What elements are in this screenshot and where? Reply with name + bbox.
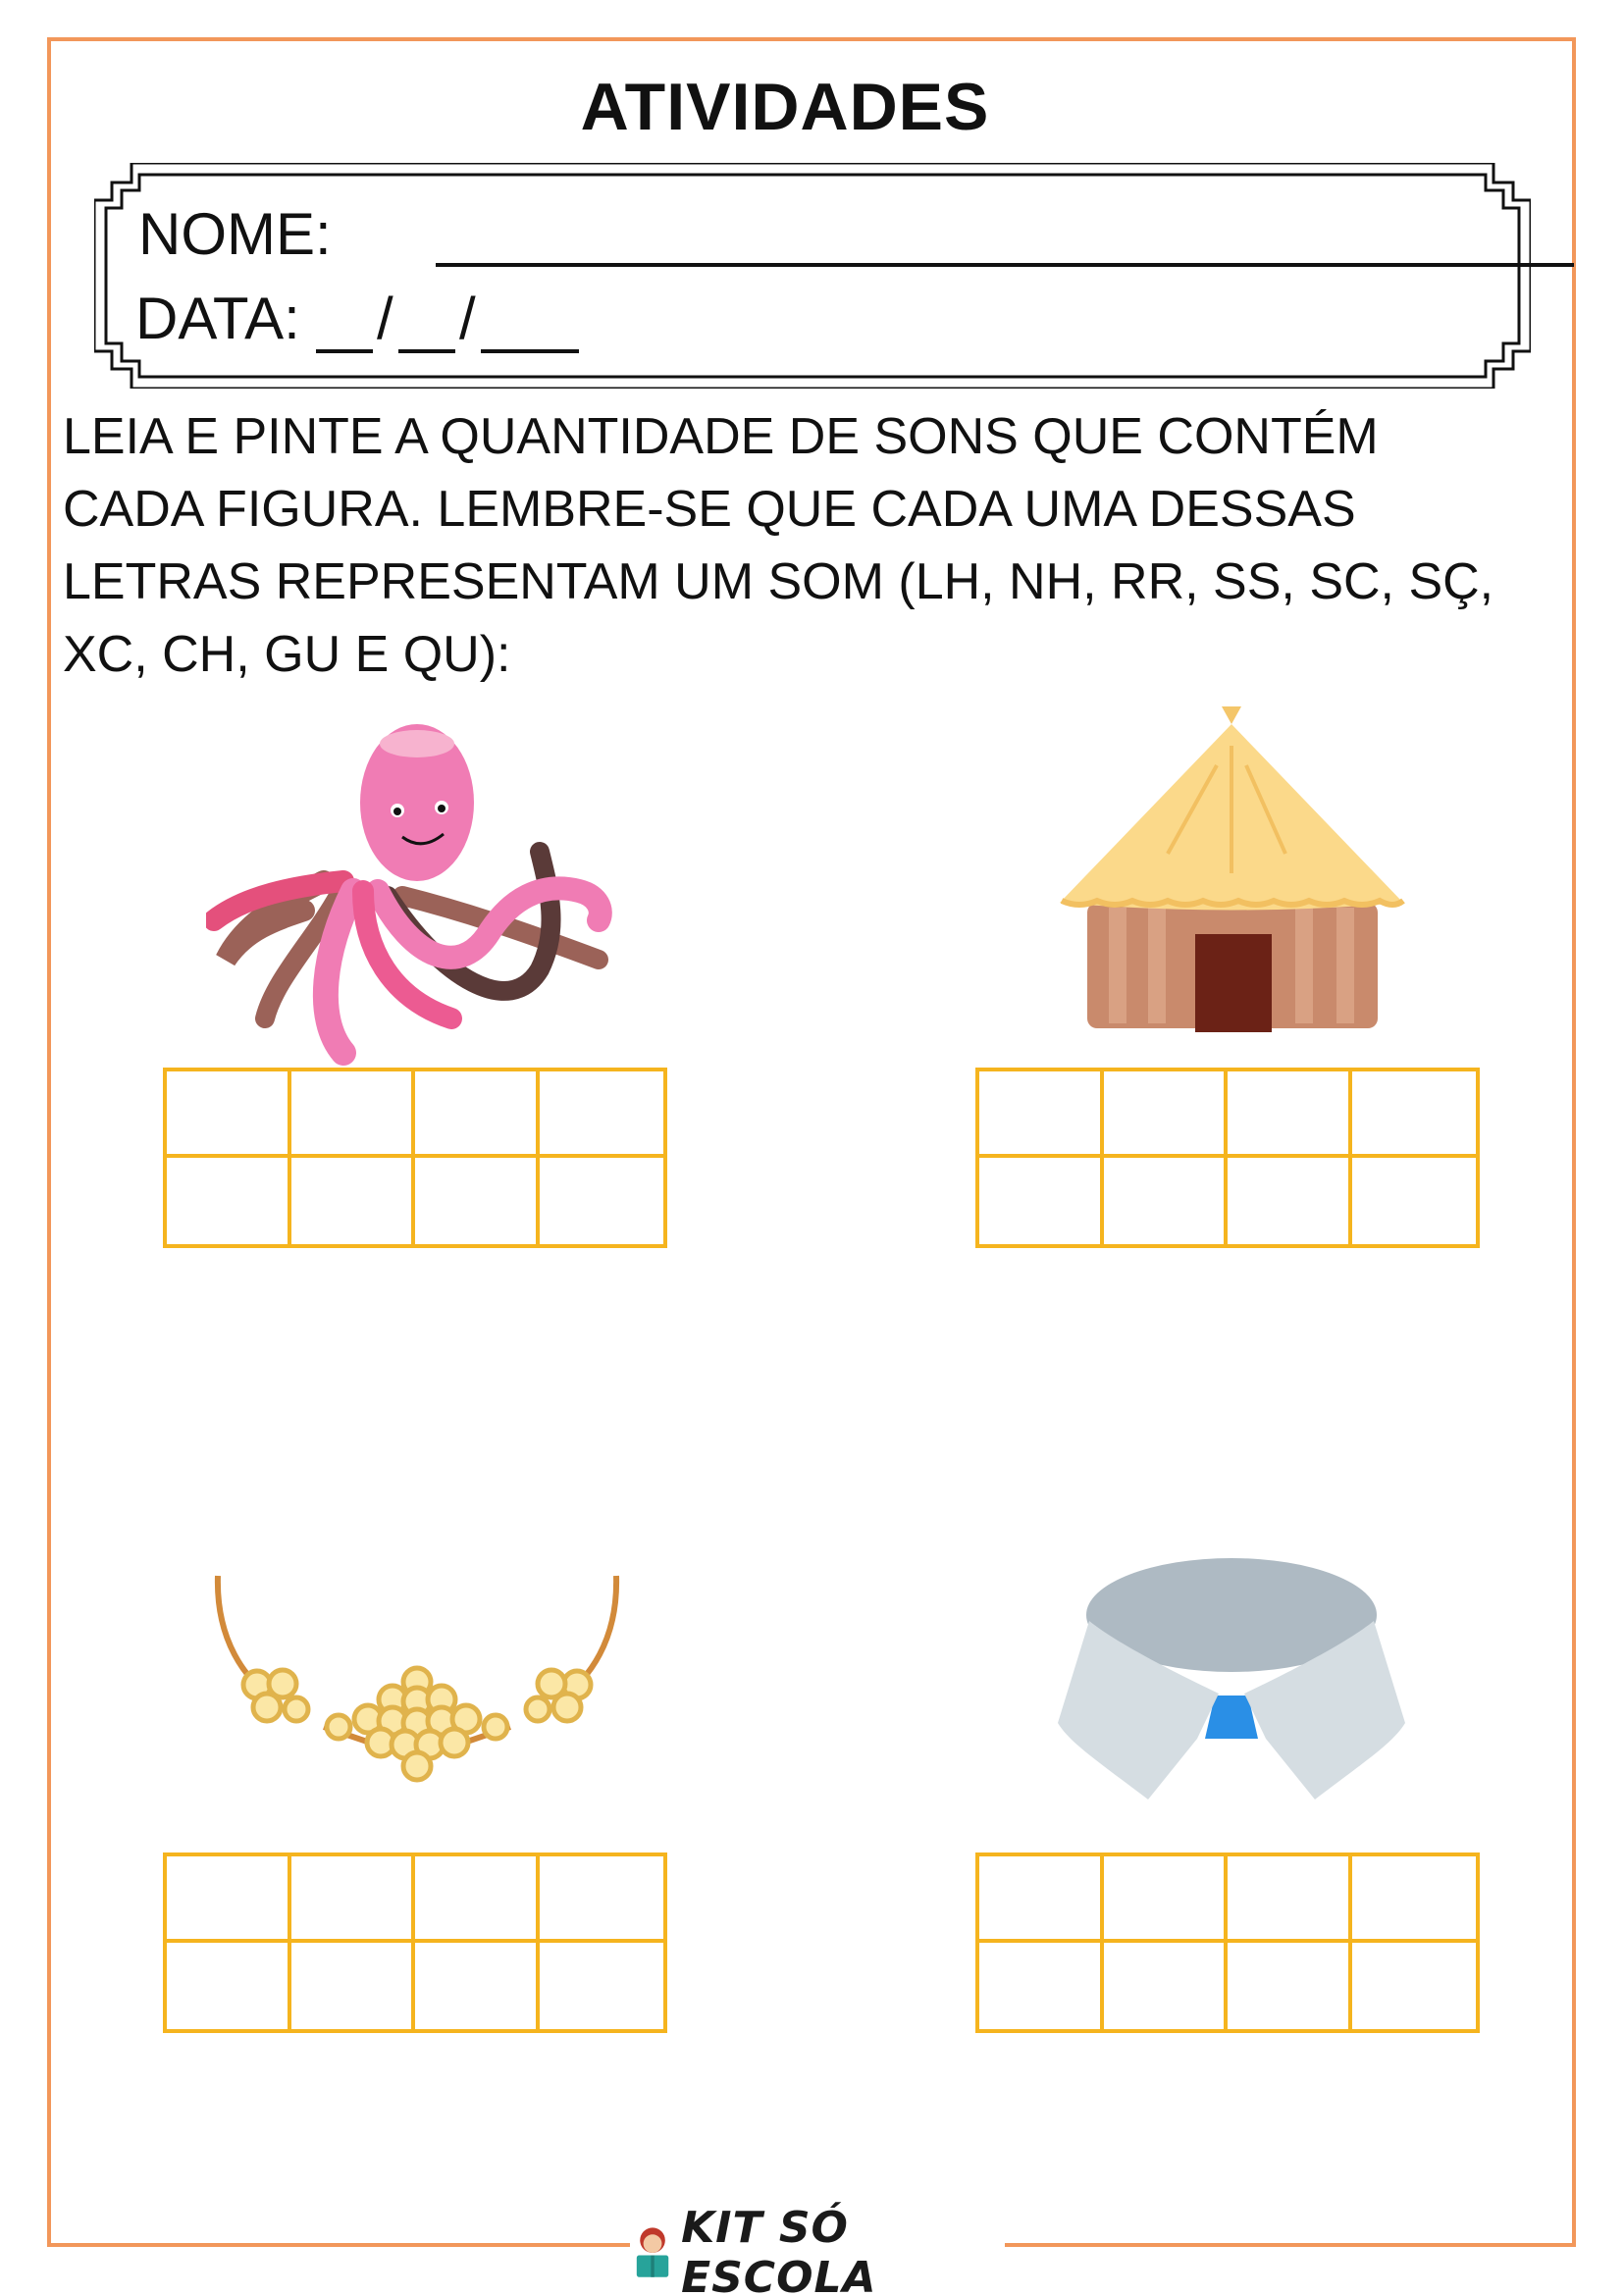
sound-box[interactable]	[1228, 1943, 1352, 2029]
sound-boxes-necklace	[163, 1852, 667, 2033]
sound-box[interactable]	[415, 1071, 540, 1158]
sound-boxes-hut	[975, 1068, 1480, 1248]
sound-box[interactable]	[291, 1158, 416, 1244]
sound-box[interactable]	[1104, 1856, 1229, 1943]
sound-box[interactable]	[291, 1943, 416, 2029]
sound-box[interactable]	[540, 1856, 664, 1943]
octopus-icon	[206, 724, 628, 1068]
sound-box[interactable]	[415, 1943, 540, 2029]
sound-box[interactable]	[540, 1158, 664, 1244]
necklace-icon	[206, 1552, 628, 1807]
name-field[interactable]	[436, 263, 1574, 267]
sound-box[interactable]	[1352, 1071, 1477, 1158]
instruction-line: XC, CH, GU E QU):	[63, 626, 511, 683]
date-day-field[interactable]	[316, 349, 373, 353]
date-slash: /	[459, 286, 476, 351]
sound-box[interactable]	[540, 1071, 664, 1158]
reading-girl-icon	[630, 2218, 675, 2287]
sound-box[interactable]	[979, 1071, 1104, 1158]
date-slash: /	[377, 286, 393, 351]
sound-box[interactable]	[415, 1856, 540, 1943]
sound-box[interactable]	[291, 1856, 416, 1943]
sound-box[interactable]	[167, 1856, 291, 1943]
sound-box[interactable]	[1104, 1158, 1229, 1244]
date-year-field[interactable]	[481, 349, 579, 353]
instruction-line: LETRAS REPRESENTAM UM SOM (LH, NH, RR, SS, SC, SÇ,	[63, 553, 1494, 610]
sound-box[interactable]	[415, 1158, 540, 1244]
sound-box[interactable]	[1104, 1943, 1229, 2029]
sound-box[interactable]	[540, 1943, 664, 2029]
brand-logo	[630, 2203, 1005, 2296]
sound-box[interactable]	[291, 1071, 416, 1158]
sound-box[interactable]	[1228, 1071, 1352, 1158]
sound-box[interactable]	[167, 1158, 291, 1244]
hut-icon	[1050, 706, 1413, 1040]
instructions-text	[63, 400, 1574, 691]
collar-icon	[1050, 1546, 1413, 1811]
sound-boxes-octopus	[163, 1068, 667, 1248]
sound-box[interactable]	[1104, 1071, 1229, 1158]
sound-box[interactable]	[1228, 1158, 1352, 1244]
sound-box[interactable]	[1352, 1856, 1477, 1943]
sound-boxes-collar	[975, 1852, 1480, 2033]
brand-name: KIT SÓ ESCOLA	[681, 2203, 877, 2296]
sound-box[interactable]	[1228, 1856, 1352, 1943]
sound-box[interactable]	[1352, 1943, 1477, 2029]
sound-box[interactable]	[979, 1943, 1104, 2029]
date-month-field[interactable]	[398, 349, 455, 353]
date-label: DATA:	[135, 286, 300, 351]
instruction-line: CADA FIGURA. LEMBRE-SE QUE CADA UMA DESSAS	[63, 481, 1356, 538]
instruction-line: LEIA E PINTE A QUANTIDADE DE SONS QUE CONTÉM	[63, 408, 1379, 465]
sound-box[interactable]	[1352, 1158, 1477, 1244]
name-date-box	[94, 163, 1531, 389]
sound-box[interactable]	[167, 1071, 291, 1158]
decorative-frame	[94, 163, 1531, 389]
sound-box[interactable]	[979, 1158, 1104, 1244]
name-label: NOME:	[138, 201, 332, 267]
sound-box[interactable]	[979, 1856, 1104, 1943]
sound-box[interactable]	[167, 1943, 291, 2029]
page-title: ATIVIDADES	[580, 70, 990, 144]
